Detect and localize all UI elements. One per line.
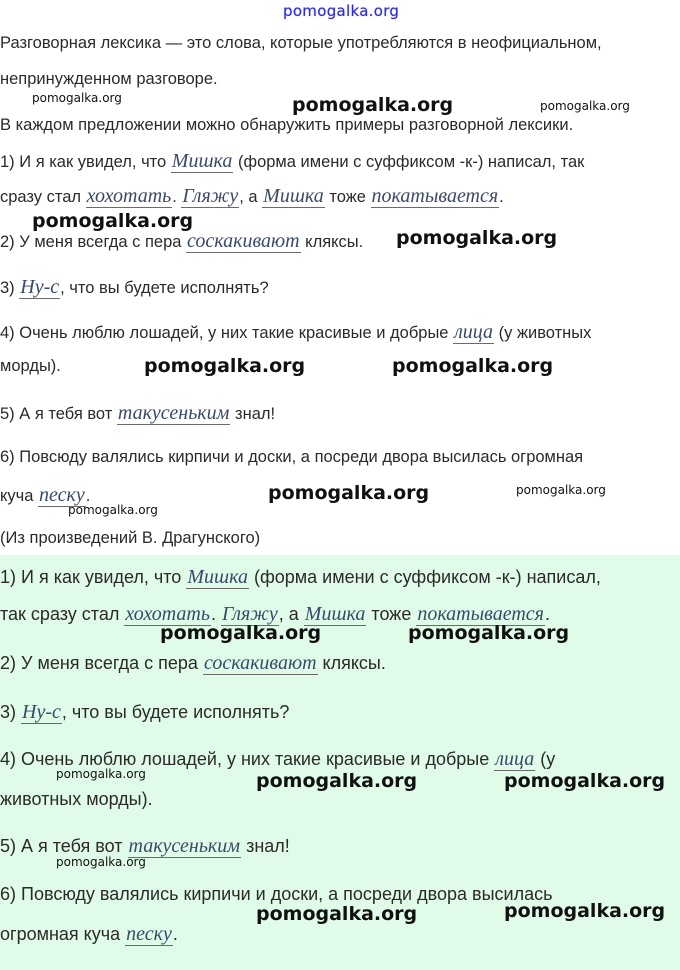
colloquial-word: покатывается bbox=[371, 185, 499, 207]
watermark: pomogalka.org bbox=[268, 482, 430, 504]
text: , что вы будете исполнять? bbox=[60, 279, 269, 297]
watermark: pomogalka.org bbox=[516, 483, 606, 497]
text: 5) А я тебя вот bbox=[0, 405, 117, 423]
intro-line-1: Разговорная лексика — это слова, которые употребляются в неофициальном, bbox=[0, 34, 602, 52]
text: , а bbox=[278, 604, 304, 624]
colloquial-word: Гляжу bbox=[221, 603, 278, 625]
answer-1-line-1 bbox=[0, 566, 601, 589]
watermark: pomogalka.org bbox=[292, 94, 454, 116]
answer-4-line-2: животных морды). bbox=[0, 789, 153, 809]
watermark: pomogalka.org bbox=[392, 355, 554, 377]
answer-3 bbox=[0, 701, 289, 724]
text: 4) Очень люблю лошадей, у них такие красивые и добрые bbox=[0, 749, 495, 769]
colloquial-word: песку bbox=[126, 923, 172, 945]
text: тоже bbox=[324, 188, 371, 206]
text: , что вы будете исполнять? bbox=[61, 702, 290, 722]
text: тоже bbox=[366, 604, 417, 624]
text: . bbox=[172, 924, 178, 944]
colloquial-word: хохотать bbox=[125, 603, 210, 625]
text: (у животных bbox=[494, 324, 592, 342]
text: . bbox=[499, 188, 504, 206]
text: сразу стал bbox=[0, 188, 86, 206]
text: 2) У меня всегда с пера bbox=[0, 653, 203, 673]
colloquial-word: лица bbox=[454, 321, 494, 343]
sentence-5 bbox=[0, 402, 275, 425]
sentence-6-line-1: 6) Повсюду валялись кирпичи и доски, а посреди двора высилась огромная bbox=[0, 448, 584, 466]
text: кляксы. bbox=[317, 653, 386, 673]
text: 3) bbox=[0, 702, 22, 722]
colloquial-word: лица bbox=[495, 748, 535, 770]
watermark: pomogalka.org bbox=[32, 91, 122, 105]
answer-2 bbox=[0, 652, 386, 675]
text: огромная куча bbox=[0, 924, 126, 944]
watermark: pomogalka.org bbox=[160, 622, 322, 644]
watermark: pomogalka.org bbox=[256, 903, 418, 925]
text: 2) У меня всегда с пера bbox=[0, 233, 187, 251]
colloquial-word: покатывается bbox=[417, 603, 544, 625]
watermark: pomogalka.org bbox=[56, 855, 146, 869]
text: знал! bbox=[230, 405, 276, 423]
text: (форма имени с суффиксом -к-) написал, bbox=[248, 567, 601, 587]
intro-line-3: В каждом предложении можно обнаружить примеры разговорной лексики. bbox=[0, 116, 574, 134]
text: (у bbox=[535, 749, 556, 769]
sentence-2 bbox=[0, 230, 363, 253]
colloquial-word: хохотать bbox=[86, 185, 172, 207]
sentence-4-line-2: морды). bbox=[0, 357, 61, 375]
text: 1) И я как увидел, что bbox=[0, 567, 187, 587]
site-logo[interactable]: pomogalka.org bbox=[283, 2, 400, 20]
text: куча bbox=[0, 487, 39, 505]
watermark: pomogalka.org bbox=[68, 503, 158, 517]
text: . bbox=[85, 487, 91, 505]
watermark: pomogalka.org bbox=[504, 900, 666, 922]
text: (форма имени с суффиксом -к-) написал, так bbox=[233, 153, 585, 171]
sentence-1-line-2 bbox=[0, 185, 504, 208]
colloquial-word: Мишка bbox=[171, 150, 233, 172]
watermark: pomogalka.org bbox=[396, 227, 558, 249]
text: 5) А я тебя вот bbox=[0, 836, 128, 856]
sentence-4-line-1 bbox=[0, 321, 591, 344]
colloquial-word: Мишка bbox=[187, 566, 248, 588]
colloquial-word: соскакивают bbox=[187, 230, 300, 252]
watermark: pomogalka.org bbox=[504, 770, 666, 792]
text: знал! bbox=[241, 836, 290, 856]
watermark: pomogalka.org bbox=[144, 355, 306, 377]
text: 3) bbox=[0, 279, 20, 297]
sentence-1-line-1 bbox=[0, 150, 584, 173]
colloquial-word: такусеньким bbox=[117, 402, 230, 424]
colloquial-word: Мишка bbox=[304, 603, 366, 625]
colloquial-word: Ну-с bbox=[20, 276, 60, 298]
watermark: pomogalka.org bbox=[408, 622, 570, 644]
answer-6-line-1: 6) Повсюду валялись кирпичи и доски, а посреди двора высилась bbox=[0, 884, 553, 904]
answer-6-line-2 bbox=[0, 923, 178, 946]
text: 4) Очень люблю лошадей, у них такие красивые и добрые bbox=[0, 324, 454, 342]
colloquial-word: Гляжу bbox=[182, 185, 239, 207]
sentence-3 bbox=[0, 276, 269, 299]
text: . bbox=[544, 604, 550, 624]
colloquial-word: соскакивают bbox=[203, 652, 317, 674]
watermark: pomogalka.org bbox=[32, 210, 194, 232]
colloquial-word: Мишка bbox=[263, 185, 324, 207]
text: . bbox=[210, 604, 221, 624]
watermark: pomogalka.org bbox=[256, 770, 418, 792]
text: 1) И я как увидел, что bbox=[0, 153, 171, 171]
source-citation: (Из произведений В. Драгунского) bbox=[0, 529, 261, 547]
text: , а bbox=[239, 188, 263, 206]
intro-line-2: непринужденном разговоре. bbox=[0, 70, 218, 88]
colloquial-word: Ну-с bbox=[22, 701, 61, 723]
text: . bbox=[172, 188, 182, 206]
watermark: pomogalka.org bbox=[56, 767, 146, 781]
colloquial-word: песку bbox=[39, 484, 85, 506]
watermark: pomogalka.org bbox=[540, 99, 630, 113]
colloquial-word: такусеньким bbox=[128, 835, 241, 857]
text: так сразу стал bbox=[0, 604, 125, 624]
text: кляксы. bbox=[300, 233, 364, 251]
